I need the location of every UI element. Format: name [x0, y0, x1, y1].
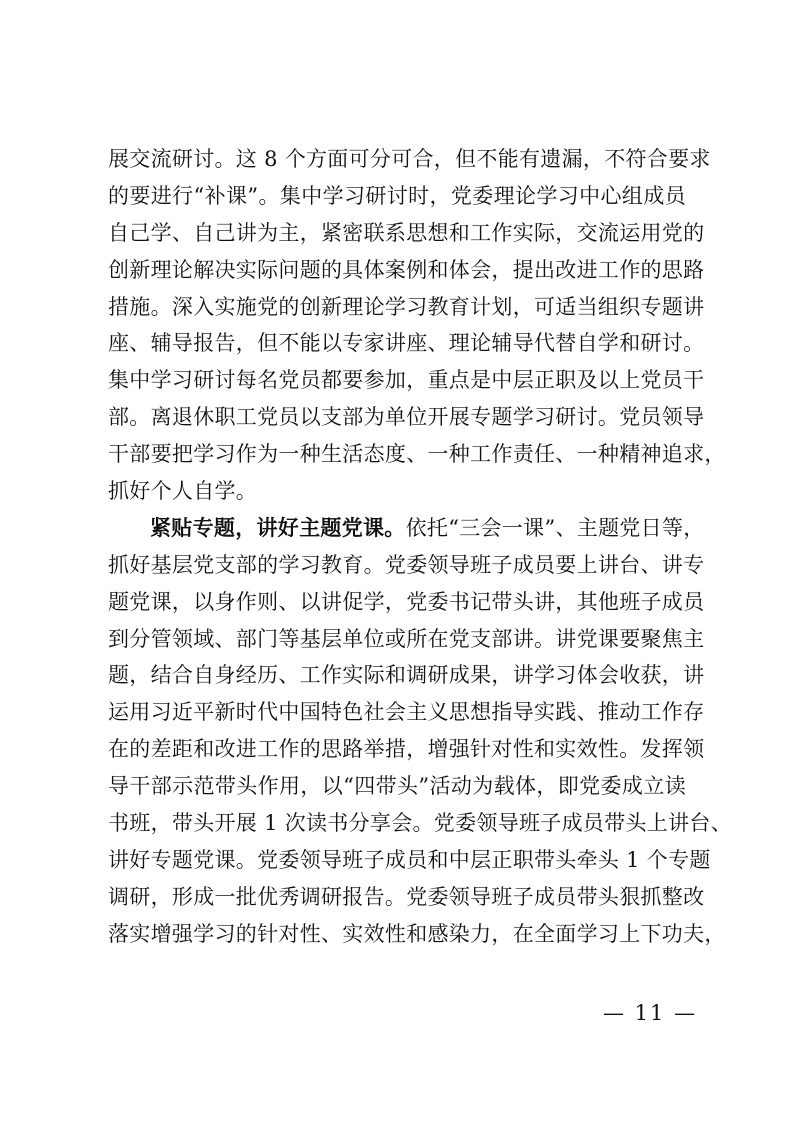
text-line: 展交流研讨。这 8 个方面可分可合，但不能有遗漏，不符合要求	[108, 147, 711, 171]
text-line: 创新理论解决实际问题的具体案例和体会，提出改进工作的思路	[108, 257, 705, 282]
text-line: 讲好专题党课。党委领导班子成员和中层正职带头牵头 1 个专题	[108, 847, 711, 872]
text-line: 措施。深入实施党的创新理论学习教育计划，可适当组织专题讲	[108, 294, 705, 319]
text-run: 依托“三会一课”、主题党日等，	[405, 515, 705, 540]
text-line: 抓好基层党支部的学习教育。党委领导班子成员要上讲台、讲专	[108, 552, 705, 577]
text-line: 题党课，以身作则、以讲促学，党委书记带头讲，其他班子成员	[108, 589, 705, 614]
text-line: 导干部示范带头作用，以“四带头”活动为载体，即党委成立读	[108, 774, 686, 799]
paragraph-first-line	[108, 510, 705, 547]
paragraph-study-discussion	[108, 141, 726, 510]
text-line: 干部要把学习作为一种生活态度、一种工作责任、一种精神追求，	[108, 442, 726, 467]
paragraph-heading: 紧贴专题，讲好主题党课。	[150, 514, 406, 540]
text-line: 抓好个人自学。	[108, 479, 258, 504]
document-body	[108, 141, 733, 953]
text-line: 运用习近平新时代中国特色社会主义思想指导实践、推动工作存	[108, 700, 705, 725]
text-line: 到分管领域、部门等基层单位或所在党支部讲。讲党课要聚焦主	[108, 626, 705, 651]
text-line: 书班，带头开展 1 次读书分享会。党委领导班子成员带头上讲台、	[108, 811, 733, 836]
text-line: 座、辅导报告，但不能以专家讲座、理论辅导代替自学和研讨。	[108, 331, 705, 356]
text-line: 集中学习研讨每名党员都要参加，重点是中层正职及以上党员干	[108, 368, 705, 393]
text-line: 的要进行“补课”。集中学习研讨时，党委理论学习中心组成员	[108, 183, 686, 208]
text-line: 自己学、自己讲为主，紧密联系思想和工作实际，交流运用党的	[108, 220, 705, 245]
text-line: 部。离退休职工党员以支部为单位开展专题学习研讨。党员领导	[108, 405, 705, 430]
page-number: — 11 —	[603, 1001, 698, 1025]
paragraph-party-lecture	[108, 510, 733, 953]
text-line: 题，结合自身经历、工作实际和调研成果，讲学习体会收获，讲	[108, 663, 705, 688]
text-line: 落实增强学习的针对性、实效性和感染力，在全面学习上下功夫，	[108, 921, 726, 946]
text-line: 调研，形成一批优秀调研报告。党委领导班子成员带头狠抓整改	[108, 884, 705, 909]
text-line: 在的差距和改进工作的思路举措，增强针对性和实效性。发挥领	[108, 737, 705, 762]
